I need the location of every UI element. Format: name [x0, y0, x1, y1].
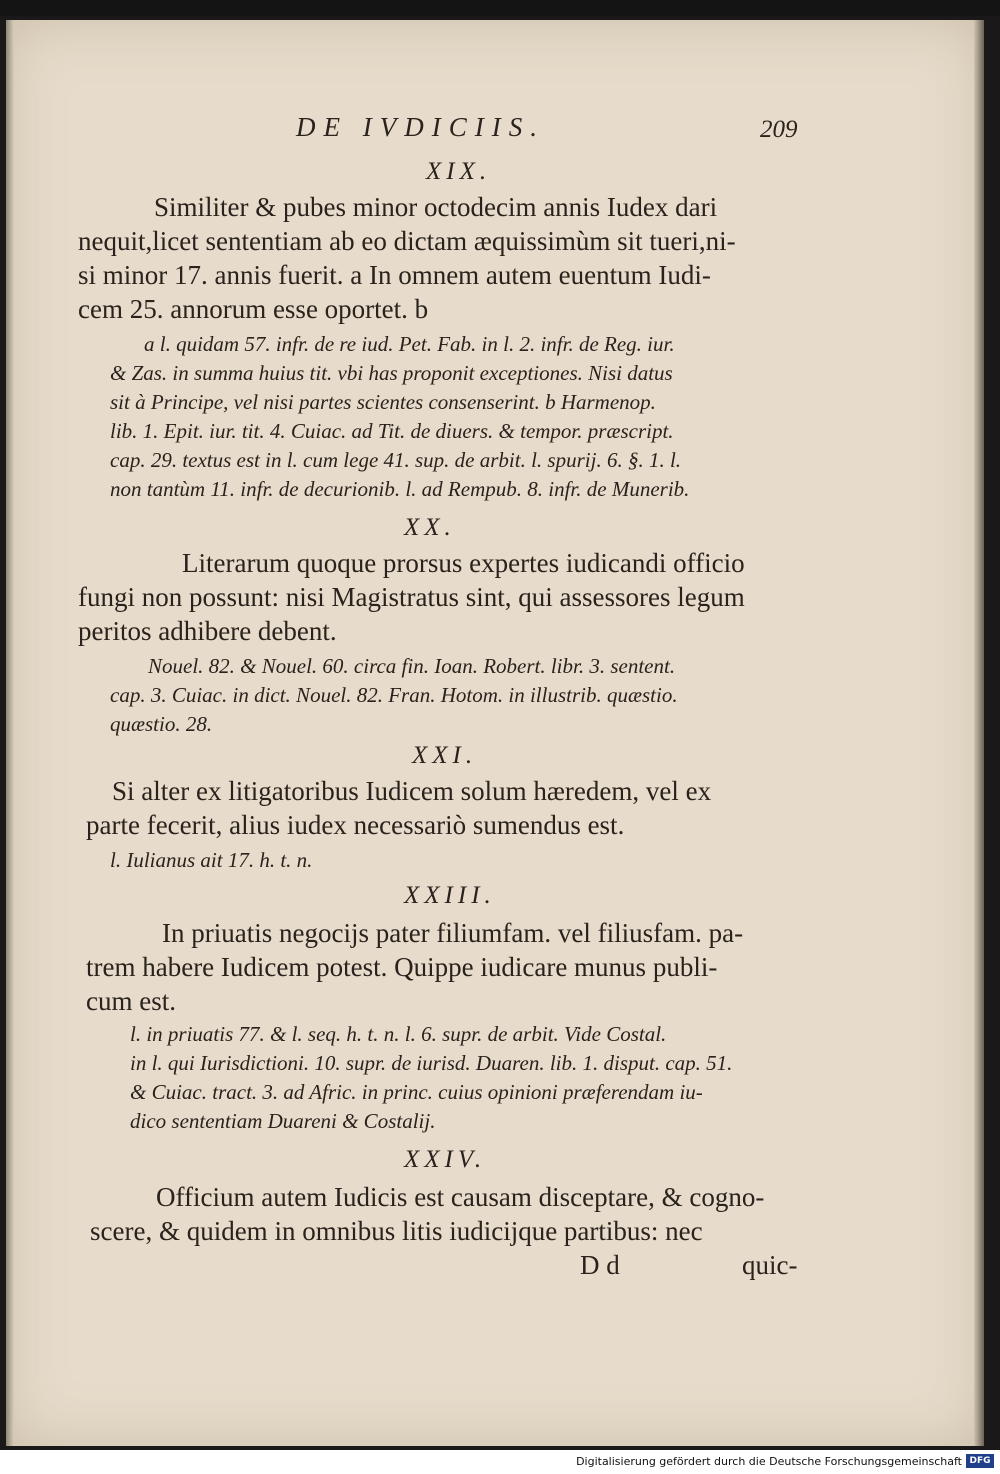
footer-bar — [0, 1450, 1000, 1474]
book-page — [6, 20, 984, 1446]
body-line: fungi non possunt: nisi Magistratus sint, qui assessores legum — [78, 582, 745, 612]
body-line: trem habere Iudicem potest. Quippe iudicare munus publi- — [86, 952, 718, 982]
marginal-note: cap. 29. textus est in l. cum lege 41. sup. de arbit. l. spurij. 6. §. 1. l. — [110, 448, 682, 472]
marginal-note: & Cuiac. tract. 3. ad Afric. in princ. cuius opinioni præferendam iu- — [130, 1080, 703, 1104]
page-number: 209 — [760, 116, 798, 143]
marginal-note: a l. quidam 57. infr. de re iud. Pet. Fab. in l. 2. infr. de Reg. iur. — [144, 332, 675, 356]
marginal-note: cap. 3. Cuiac. in dict. Nouel. 82. Fran. Hotom. in illustrib. quæstio. — [110, 683, 678, 707]
body-line: parte fecerit, alius iudex necessariò sumendus est. — [86, 810, 625, 840]
catchword: quic- — [742, 1250, 798, 1280]
section-numeral: XXIII. — [404, 882, 496, 909]
marginal-note: lib. 1. Epit. iur. tit. 4. Cuiac. ad Tit. de diuers. & tempor. præscript. — [110, 419, 674, 443]
body-line: Literarum quoque prorsus expertes iudicandi officio — [182, 548, 745, 578]
body-line: Similiter & pubes minor octodecim annis Iudex dari — [154, 192, 718, 222]
signature-mark: D d — [580, 1250, 620, 1280]
marginal-note: quæstio. 28. — [110, 712, 213, 736]
section-numeral: XXI. — [412, 742, 478, 769]
marginal-note: sit à Principe, vel nisi partes scientes consenserint. b Harmenop. — [110, 390, 656, 414]
page-edge — [974, 20, 984, 1446]
body-line: peritos adhibere debent. — [78, 616, 337, 646]
page-gutter — [6, 20, 14, 1446]
body-line: cum est. — [86, 986, 176, 1016]
marginal-note: l. in priuatis 77. & l. seq. h. t. n. l. 6. supr. de arbit. Vide Costal. — [130, 1022, 667, 1046]
body-line: Officium autem Iudicis est causam disceptare, & cogno- — [156, 1182, 765, 1212]
body-line: scere, & quidem in omnibus litis iudicijque partibus: nec — [90, 1216, 703, 1246]
marginal-note: in l. qui Iurisdictioni. 10. supr. de iurisd. Duaren. lib. 1. disput. cap. 51. — [130, 1051, 733, 1075]
marginal-note: non tantùm 11. infr. de decurionib. l. ad Rempub. 8. infr. de Munerib. — [110, 477, 690, 501]
marginal-note: l. Iulianus ait 17. h. t. n. — [110, 848, 313, 872]
body-line: nequit,licet sententiam ab eo dictam æquissimùm sit tueri,ni- — [78, 226, 736, 256]
body-line: In priuatis negocijs pater filiumfam. vel filiusfam. pa- — [162, 918, 744, 948]
marginal-note: & Zas. in summa huius tit. vbi has proponit exceptiones. Nisi datus — [110, 361, 673, 385]
section-numeral: XIX. — [426, 158, 492, 185]
body-line: si minor 17. annis fuerit. a In omnem autem euentum Iudi- — [78, 260, 711, 290]
marginal-note: dico sententiam Duareni & Costalij. — [130, 1109, 436, 1133]
top-border — [0, 0, 1000, 16]
scan-frame — [0, 16, 1000, 1450]
section-numeral: XX. — [404, 514, 456, 541]
body-line: Si alter ex litigatoribus Iudicem solum hæredem, vel ex — [112, 776, 712, 806]
section-numeral: XXIV. — [404, 1146, 487, 1173]
funding-credit: Digitalisierung gefördert durch die Deutsche Forschungsgemeinschaft — [576, 1455, 962, 1468]
body-line: cem 25. annorum esse oportet. b — [78, 294, 429, 324]
running-head: DE IVDICIIS. — [296, 112, 545, 142]
marginal-note: Nouel. 82. & Nouel. 60. circa fin. Ioan. Robert. libr. 3. sentent. — [148, 654, 676, 678]
dfg-logo: DFG — [966, 1454, 994, 1468]
